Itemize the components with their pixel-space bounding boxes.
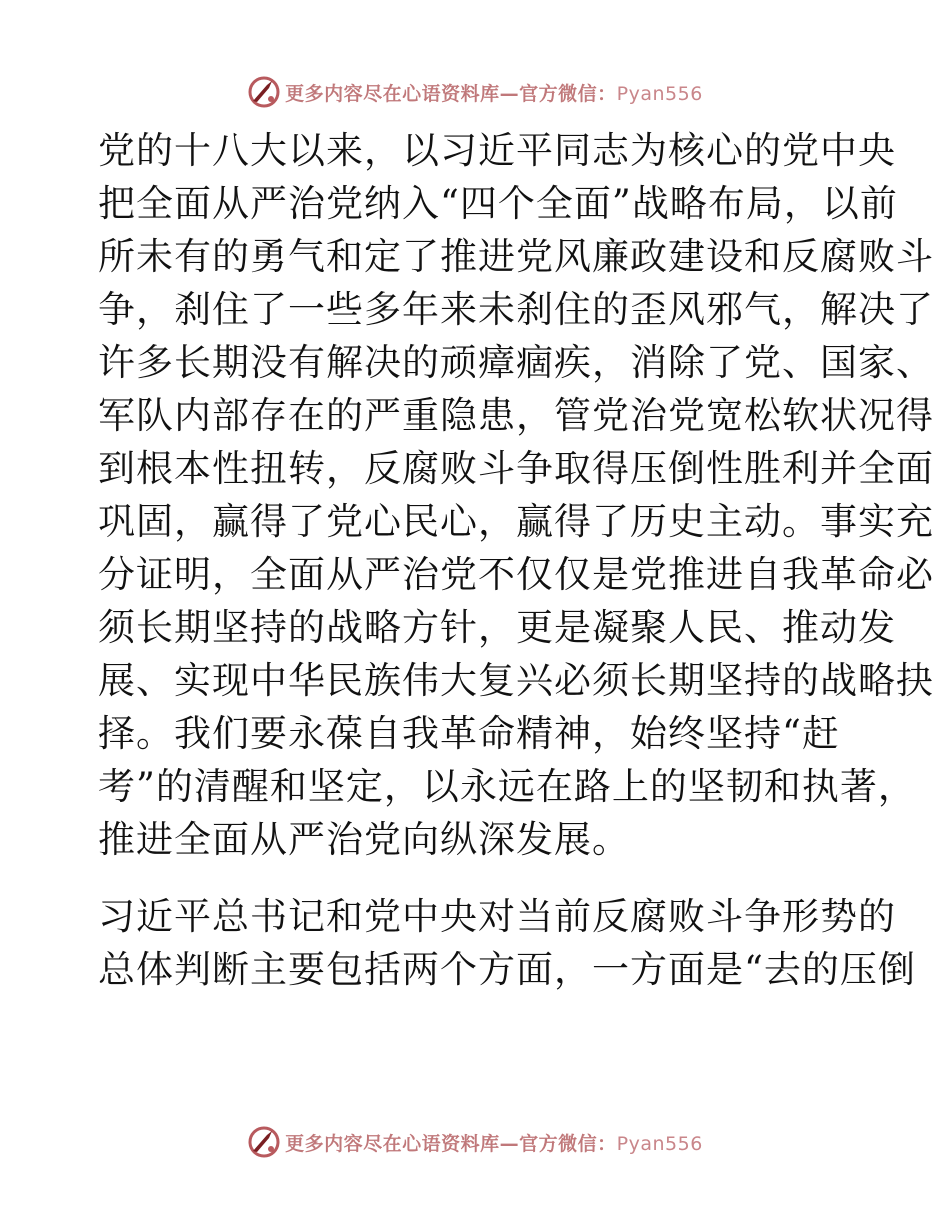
text-line: 军队内部存在的严重隐患，管党治党宽松软状况得 bbox=[98, 394, 934, 437]
text-line: 展、实现中华民族伟大复兴必须长期坚持的战略抉 bbox=[98, 659, 934, 702]
text-line: 总体判断主要包括两个方面，一方面是“去的压倒 bbox=[98, 948, 916, 991]
paragraph-2 bbox=[98, 890, 916, 996]
document-body bbox=[98, 124, 934, 996]
text-line: 分证明，全面从严治党不仅仅是党推进自我革命必 bbox=[98, 553, 934, 596]
text-line: 所未有的勇气和定了推进党风廉政建设和反腐败斗 bbox=[98, 235, 934, 278]
text-line: 习近平总书记和党中央对当前反腐败斗争形势的 bbox=[98, 895, 896, 938]
logo-icon bbox=[247, 75, 281, 109]
text-line: 择。我们要永葆自我革命精神，始终坚持“赶 bbox=[98, 712, 840, 755]
text-line: 巩固，赢得了党心民心，赢得了历史主动。事实充 bbox=[98, 500, 934, 543]
text-line: 考”的清醒和坚定，以永远在路上的坚韧和执著， bbox=[98, 765, 916, 808]
footer-wechat-id: Pyan556 bbox=[616, 1132, 703, 1155]
paragraph-1 bbox=[98, 124, 934, 866]
header-wechat-id: Pyan556 bbox=[616, 82, 703, 105]
paragraph-gap bbox=[98, 866, 858, 890]
text-line: 把全面从严治党纳入“四个全面”战略布局，以前 bbox=[98, 182, 898, 225]
text-line: 争，刹住了一些多年来未刹住的歪风邪气，解决了 bbox=[98, 288, 934, 331]
text-line: 须长期坚持的战略方针，更是凝聚人民、推动发 bbox=[98, 606, 896, 649]
logo-icon bbox=[247, 1125, 281, 1159]
footer-text: 更多内容尽在心语资料库—官方微信： bbox=[285, 1132, 617, 1155]
footer-watermark bbox=[0, 1122, 950, 1162]
text-line: 到根本性扭转，反腐败斗争取得压倒性胜利并全面 bbox=[98, 447, 934, 490]
text-line: 许多长期没有解决的顽瘴痼疾，消除了党、国家、 bbox=[98, 341, 934, 384]
text-line: 党的十八大以来，以习近平同志为核心的党中央 bbox=[98, 129, 896, 172]
header-text: 更多内容尽在心语资料库—官方微信： bbox=[285, 82, 617, 105]
text-line: 推进全面从严治党向纵深发展。 bbox=[98, 818, 630, 861]
header-watermark bbox=[0, 72, 950, 112]
